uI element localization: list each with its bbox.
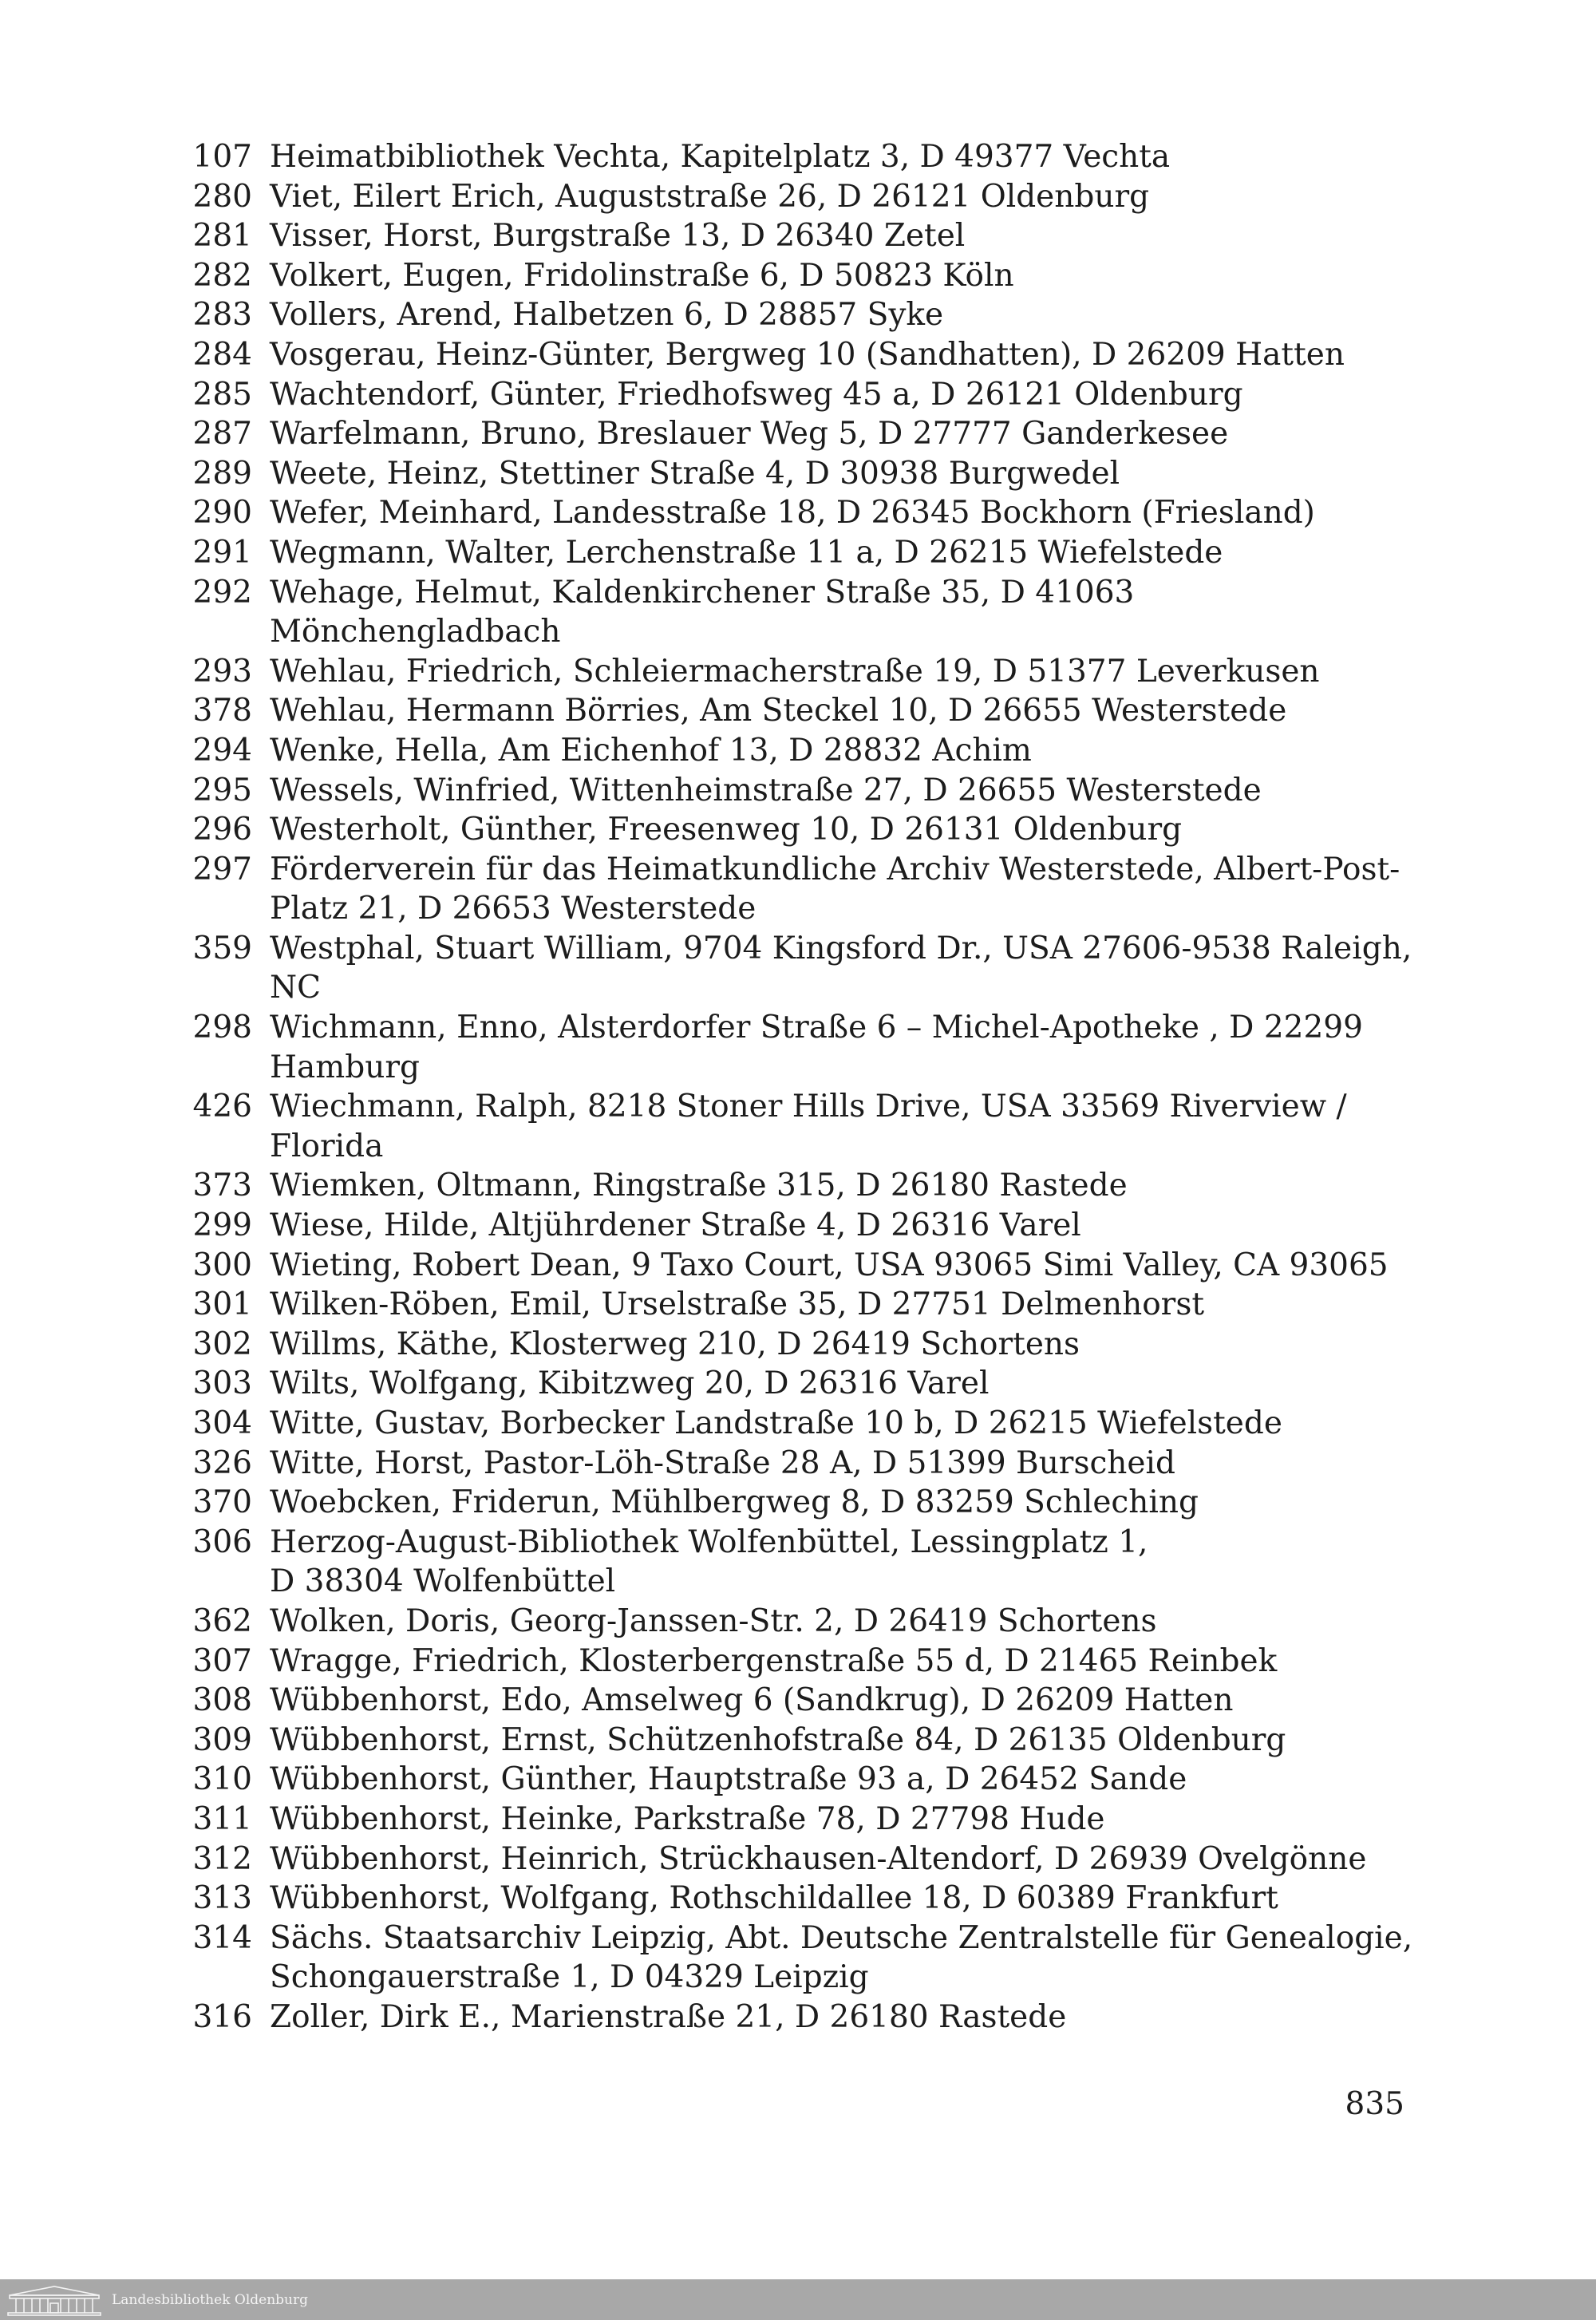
- entry-number: 293: [192, 653, 252, 690]
- entry-number: 310: [192, 1761, 252, 1798]
- address-entry: [188, 1721, 1433, 1761]
- entry-number: 326: [192, 1445, 252, 1481]
- entry-address: Wragge, Friedrich, Klosterbergenstraße 55 d, D 21465 Reinbek: [270, 1642, 1278, 1679]
- address-entry: [188, 1404, 1433, 1444]
- entry-address: Wehlau, Hermann Börries, Am Steckel 10, D 26655 Westerstede: [270, 693, 1287, 729]
- entry-number: 284: [192, 336, 252, 373]
- entry-address: Wichmann, Enno, Alsterdorfer Straße 6 – Michel-Apotheke , D 22299 Hamburg: [270, 1010, 1363, 1085]
- address-entry: [188, 256, 1433, 296]
- entry-address: Willms, Käthe, Klosterweg 210, D 26419 Schortens: [270, 1326, 1080, 1362]
- entry-address: Wolken, Doris, Georg-Janssen-Str. 2, D 26419 Schortens: [270, 1603, 1157, 1639]
- address-entry: [188, 1206, 1433, 1246]
- entry-number: 299: [192, 1207, 252, 1244]
- entry-address: Weete, Heinz, Stettiner Straße 4, D 30938 Burgwedel: [270, 455, 1120, 492]
- address-entry: [188, 691, 1433, 731]
- address-entry: [188, 1879, 1433, 1919]
- address-entry: [188, 1681, 1433, 1721]
- footer-bar: [0, 2279, 1596, 2320]
- entry-address: Witte, Gustav, Borbecker Landstraße 10 b, D 26215 Wiefelstede: [270, 1405, 1282, 1441]
- entry-address: Westerholt, Günther, Freesenweg 10, D 26131 Oldenburg: [270, 812, 1183, 848]
- address-entry: [188, 810, 1433, 850]
- entry-address: Wachtendorf, Günter, Friedhofsweg 45 a, D 26121 Oldenburg: [270, 376, 1243, 413]
- entry-number: 426: [192, 1089, 252, 1125]
- library-building-icon: [6, 2284, 102, 2316]
- entry-number: 316: [192, 1998, 252, 2035]
- entry-address: Warfelmann, Bruno, Breslauer Weg 5, D 27777 Ganderkesee: [270, 416, 1229, 453]
- entry-number: 378: [192, 693, 252, 729]
- entry-number: 295: [192, 772, 252, 808]
- entry-address: Zoller, Dirk E., Marienstraße 21, D 26180 Rastede: [270, 1998, 1067, 2035]
- entry-address: Wübbenhorst, Heinke, Parkstraße 78, D 27798 Hude: [270, 1800, 1105, 1837]
- entry-address: Volkert, Eugen, Fridolinstraße 6, D 50823 Köln: [270, 257, 1014, 294]
- entry-number: 307: [192, 1642, 252, 1679]
- address-entry: [188, 1008, 1433, 1087]
- address-entry: [188, 414, 1433, 454]
- address-entry: [188, 573, 1433, 652]
- address-entry: [188, 1602, 1433, 1642]
- address-entry: [188, 1760, 1433, 1800]
- entry-number: 287: [192, 416, 252, 453]
- address-entry: [188, 1840, 1433, 1879]
- address-entry: [188, 216, 1433, 256]
- address-entry: [188, 1523, 1433, 1602]
- entry-address: Visser, Horst, Burgstraße 13, D 26340 Zetel: [270, 218, 966, 255]
- entry-address: Wübbenhorst, Wolfgang, Rothschildallee 18, D 60389 Frankfurt: [270, 1880, 1278, 1917]
- address-entry: [188, 1642, 1433, 1682]
- address-entry: [188, 850, 1433, 929]
- entry-number: 298: [192, 1010, 252, 1046]
- entry-number: 283: [192, 297, 252, 334]
- address-entry: [188, 1087, 1433, 1166]
- entry-address: Förderverein für das Heimatkundliche Archiv Westerstede, Albert-Post- Platz 21, D 26653 Westerstede: [270, 851, 1400, 927]
- address-entry: [188, 652, 1433, 692]
- entry-number: 297: [192, 851, 252, 887]
- address-entry: [188, 1998, 1433, 2037]
- address-entry: [188, 137, 1433, 177]
- address-entry: [188, 177, 1433, 217]
- entry-number: 292: [192, 574, 252, 611]
- entry-address: Wiechmann, Ralph, 8218 Stoner Hills Drive, USA 33569 Riverview / Florida: [270, 1089, 1347, 1164]
- entry-number: 107: [192, 139, 252, 175]
- address-entry: [188, 1444, 1433, 1484]
- entry-address: Wegmann, Walter, Lerchenstraße 11 a, D 26215 Wiefelstede: [270, 534, 1223, 571]
- address-entry: [188, 493, 1433, 533]
- entry-number: 303: [192, 1366, 252, 1402]
- entry-number: 301: [192, 1286, 252, 1323]
- entry-number: 314: [192, 1919, 252, 1956]
- address-entry: [188, 1246, 1433, 1286]
- address-entry: [188, 1800, 1433, 1840]
- entry-number: 290: [192, 495, 252, 532]
- entry-number: 362: [192, 1603, 252, 1639]
- address-entry: [188, 1325, 1433, 1365]
- entry-address: Wefer, Meinhard, Landesstraße 18, D 26345 Bockhorn (Friesland): [270, 495, 1315, 532]
- page-number: 835: [1345, 2086, 1404, 2122]
- address-list: [188, 137, 1433, 2037]
- entry-number: 302: [192, 1326, 252, 1362]
- entry-number: 294: [192, 732, 252, 769]
- entry-address: Vosgerau, Heinz-Günter, Bergweg 10 (Sandhatten), D 26209 Hatten: [270, 336, 1345, 373]
- entry-address: Witte, Horst, Pastor-Löh-Straße 28 A, D 51399 Burscheid: [270, 1445, 1175, 1481]
- address-entry: [188, 731, 1433, 771]
- entry-address: Wübbenhorst, Günther, Hauptstraße 93 a, D 26452 Sande: [270, 1761, 1187, 1798]
- address-entry: [188, 533, 1433, 573]
- entry-number: 304: [192, 1405, 252, 1441]
- entry-number: 313: [192, 1880, 252, 1917]
- entry-number: 291: [192, 534, 252, 571]
- entry-number: 312: [192, 1840, 252, 1877]
- entry-address: Vollers, Arend, Halbetzen 6, D 28857 Syke: [270, 297, 944, 334]
- entry-address: Wübbenhorst, Edo, Amselweg 6 (Sandkrug), D 26209 Hatten: [270, 1682, 1234, 1719]
- entry-address: Wilken-Röben, Emil, Urselstraße 35, D 27751 Delmenhorst: [270, 1286, 1205, 1323]
- entry-address: Wehage, Helmut, Kaldenkirchener Straße 35, D 41063 Mönchengladbach: [270, 574, 1135, 650]
- entry-address: Wilts, Wolfgang, Kibitzweg 20, D 26316 Varel: [270, 1366, 990, 1402]
- address-entry: [188, 454, 1433, 494]
- entry-address: Wieting, Robert Dean, 9 Taxo Court, USA 93065 Simi Valley, CA 93065: [270, 1247, 1389, 1283]
- entry-number: 309: [192, 1721, 252, 1758]
- entry-address: Wübbenhorst, Heinrich, Strückhausen-Altendorf, D 26939 Ovelgönne: [270, 1840, 1367, 1877]
- entry-number: 359: [192, 930, 252, 966]
- entry-number: 370: [192, 1484, 252, 1521]
- entry-address: Heimatbibliothek Vechta, Kapitelplatz 3, D 49377 Vechta: [270, 139, 1171, 175]
- entry-address: Westphal, Stuart William, 9704 Kingsford Dr., USA 27606-9538 Raleigh, NC: [270, 930, 1412, 1006]
- address-entry: [188, 295, 1433, 335]
- address-entry: [188, 1285, 1433, 1325]
- entry-number: 289: [192, 455, 252, 492]
- entry-number: 311: [192, 1800, 252, 1837]
- entry-number: 373: [192, 1168, 252, 1204]
- address-entry: [188, 1919, 1433, 1998]
- address-entry: [188, 335, 1433, 375]
- address-entry: [188, 1483, 1433, 1523]
- address-entry: [188, 929, 1433, 1008]
- entry-number: 308: [192, 1682, 252, 1719]
- entry-address: Wessels, Winfried, Wittenheimstraße 27, D 26655 Westerstede: [270, 772, 1262, 808]
- entry-address: Woebcken, Friderun, Mühlbergweg 8, D 83259 Schleching: [270, 1484, 1199, 1521]
- entry-address: Wehlau, Friedrich, Schleiermacherstraße 19, D 51377 Leverkusen: [270, 653, 1320, 690]
- entry-address: Wiemken, Oltmann, Ringstraße 315, D 26180 Rastede: [270, 1168, 1128, 1204]
- entry-address: Herzog-August-Bibliothek Wolfenbüttel, Lessingplatz 1, D 38304 Wolfenbüttel: [270, 1524, 1148, 1600]
- entry-number: 300: [192, 1247, 252, 1283]
- entry-address: Wiese, Hilde, Altjührdener Straße 4, D 26316 Varel: [270, 1207, 1081, 1244]
- address-entry: [188, 1166, 1433, 1206]
- entry-address: Sächs. Staatsarchiv Leipzig, Abt. Deutsche Zentralstelle für Genealogie, Schongauerstraße 1, D 04329 Leipzig: [270, 1919, 1413, 1996]
- entry-address: Wenke, Hella, Am Eichenhof 13, D 28832 Achim: [270, 732, 1032, 769]
- library-name: Landesbibliothek Oldenburg: [112, 2291, 309, 2308]
- entry-number: 296: [192, 812, 252, 848]
- entry-number: 306: [192, 1524, 252, 1560]
- entry-number: 282: [192, 257, 252, 294]
- address-entry: [188, 1364, 1433, 1404]
- address-entry: [188, 771, 1433, 811]
- entry-number: 285: [192, 376, 252, 413]
- entry-number: 281: [192, 218, 252, 255]
- entry-address: Viet, Eilert Erich, Auguststraße 26, D 26121 Oldenburg: [270, 178, 1150, 215]
- entry-address: Wübbenhorst, Ernst, Schützenhofstraße 84, D 26135 Oldenburg: [270, 1721, 1286, 1758]
- address-entry: [188, 375, 1433, 415]
- entry-number: 280: [192, 178, 252, 215]
